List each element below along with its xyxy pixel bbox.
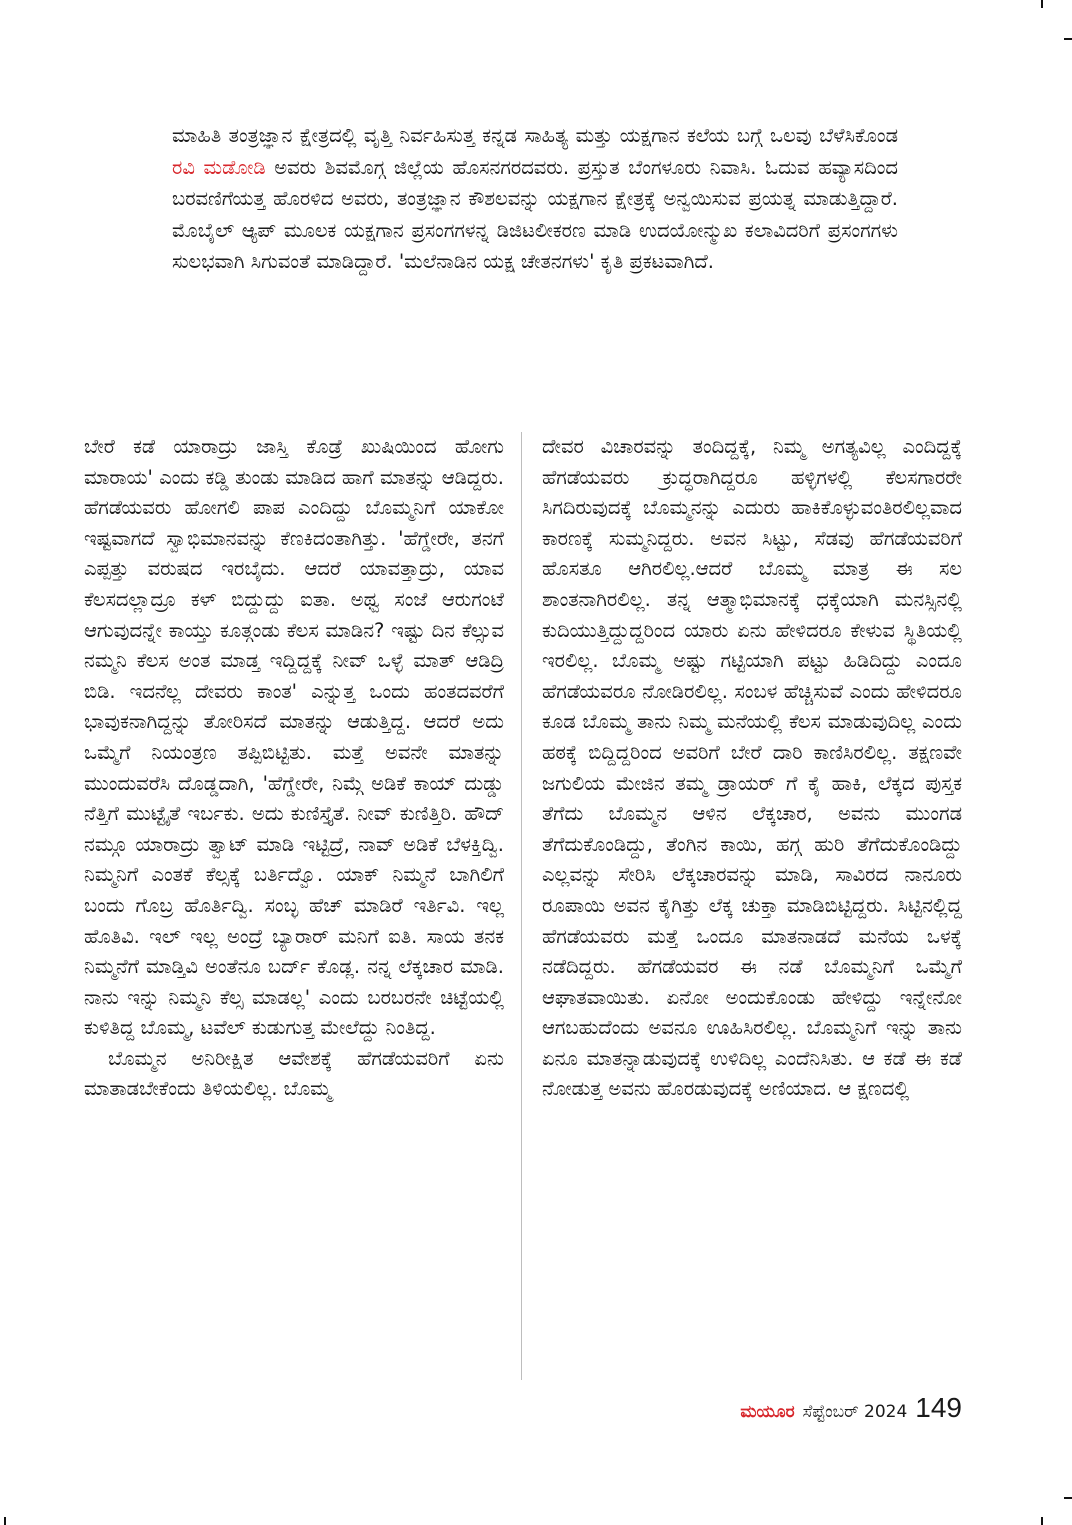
issue-date: ಸೆಪ್ಟೆಂಬರ್ 2024	[802, 1402, 908, 1422]
article-column-left	[84, 432, 504, 1105]
author-bio	[172, 120, 898, 278]
crop-mark-right-top	[1064, 38, 1072, 40]
magazine-name: ಮಯೂರ	[740, 1402, 795, 1422]
article-paragraph: ಬೇರೆ ಕಡೆ ಯಾರಾದ್ರು ಜಾಸ್ತಿ ಕೊಡ್ರೆ ಖುಷಿಯಿಂದ ಹೋಗು ಮಾರಾಯ' ಎಂದು ಕಡ್ಡಿ ತುಂಡು ಮಾಡಿದ ಹಾಗೆ ಮಾತನ್ನು ಆಡಿದ್ದರು. ಹೆಗಡೆಯವರು ಹೋಗಲಿ ಪಾಪ ಎಂದಿದ್ದು ಬೊಮ್ಮನಿಗೆ ಯಾಕೋ ಇಷ್ಟವಾಗದೆ ಸ್ವಾಭಿಮಾನವನ್ನು ಕೆಣಕಿದಂತಾಗಿತ್ತು. 'ಹೆಗ್ಡೇರೇ, ತನಗೆ ಎಪ್ಪತ್ತು ವರುಷದ ಇರಬೈದು. ಆದರೆ ಯಾವತ್ತಾದ್ರು, ಯಾವ ಕೆಲಸದಲ್ಲಾದ್ರೂ ಕಳ್ ಬಿದ್ದುದ್ದು ಐತಾ. ಅಥ್ವ ಸಂಜೆ ಆರುಗಂಟೆ ಆಗುವುದನ್ನೇ ಕಾಯ್ತು ಕೂತ್ಗಂಡು ಕೆಲಸ ಮಾಡಿನ? ಇಷ್ಟು ದಿನ ಕೆಲ್ಸುವ ನಮ್ಮನಿ ಕೆಲಸ ಅಂತ ಮಾಡ್ತ ಇದ್ದಿದ್ದಕ್ಕೆ ನೀವ್ ಒಳ್ಳೆ ಮಾತ್ ಆಡಿದ್ರಿ ಬಿಡಿ. ಇದನೆಲ್ಲ ದೇವರು ಕಾಂತ' ಎನ್ನುತ್ತ ಒಂದು ಹಂತದವರೆಗೆ ಭಾವುಕನಾಗಿದ್ದನ್ನು ತೋರಿಸದೆ ಮಾತನ್ನು ಆಡುತ್ತಿದ್ದ. ಆದರೆ ಅದು ಒಮ್ಮೆಗೆ ನಿಯಂತ್ರಣ ತಪ್ಪಿಬಿಟ್ಟಿತು. ಮತ್ತೆ ಅವನೇ ಮಾತನ್ನು ಮುಂದುವರೆಸಿ ದೊಡ್ಡದಾಗಿ, 'ಹೆಗ್ಡೇರೇ, ನಿಮ್ಗೆ ಅಡಿಕೆ ಕಾಯ್ ದುಡ್ಡು ನೆತ್ತಿಗೆ ಮುಟ್ಟೈತೆ ಇರ್ಬಕು. ಅದು ಕುಣಿಸ್ತೈತೆ. ನೀವ್ ಕುಣಿತ್ತಿರಿ. ಹೌದ್ ನಮ್ಗೂ ಯಾರಾದ್ರು ತ್ವಾಟ್ ಮಾಡಿ ಇಟ್ಟಿದ್ರೆ, ನಾವ್ ಅಡಿಕೆ ಬೆಳಕ್ತಿದ್ವಿ. ನಿಮ್ಮನಿಗೆ ಎಂತಕೆ ಕೆಲ್ಸಕ್ಕೆ ಬರ್ತಿದ್ವೊ. ಯಾಕ್ ನಿಮ್ಮನೆ ಬಾಗಿಲಿಗೆ ಬಂದು ಗೊಬ್ರ ಹೊರ್ತಿದ್ವಿ. ಸಂಬ್ಳ ಹೆಚ್ ಮಾಡಿರೆ ಇರ್ತಿವಿ. ಇಲ್ಲ ಹೊತಿವಿ. ಇಲ್ ಇಲ್ಲ ಅಂದ್ರೆ ಬ್ಯಾರಾರ್ ಮನಿಗೆ ಐತಿ. ಸಾಯ ತನಕ ನಿಮ್ಮನೆಗೆ ಮಾಡ್ತಿವಿ ಅಂತೆನೂ ಬರ್ದ್ ಕೊಡ್ಲ. ನನ್ನ ಲೆಕ್ಕಚಾರ ಮಾಡಿ. ನಾನು ಇನ್ನು ನಿಮ್ಮನಿ ಕೆಲ್ಸ ಮಾಡಲ್ಲ' ಎಂದು ಬರಬರನೇ ಚಿಟ್ಟೆಯಲ್ಲಿ ಕುಳಿತಿದ್ದ ಬೊಮ್ಮ, ಟವೆಲ್ ಕುಡುಗುತ್ತ ಮೇಲೆದ್ದು ನಿಂತಿದ್ದ.	[84, 435, 504, 1040]
article-column-right	[542, 432, 962, 1105]
crop-mark-top-right	[1041, 0, 1043, 8]
column-divider	[521, 432, 522, 1380]
article-paragraph: ಬೊಮ್ಮನ ಅನಿರೀಕ್ಷಿತ ಆವೇಶಕ್ಕೆ ಹೆಗಡೆಯವರಿಗೆ ಏನು ಮಾತಾಡಬೇಕೆಂದು ತಿಳಿಯಲಿಲ್ಲ. ಬೊಮ್ಮ	[84, 1046, 504, 1101]
article-paragraph: ದೇವರ ವಿಚಾರವನ್ನು ತಂದಿದ್ದಕ್ಕೆ, ನಿಮ್ಮ ಅಗತ್ಯವಿಲ್ಲ ಎಂದಿದ್ದಕ್ಕೆ ಹೆಗಡೆಯವರು ಕ್ರುದ್ಧರಾಗಿದ್ದರೂ ಹಳ್ಳಿಗಳಲ್ಲಿ ಕೆಲಸಗಾರರೇ ಸಿಗದಿರುವುದಕ್ಕೆ ಬೊಮ್ಮನನ್ನು ಎದುರು ಹಾಕಿಕೊಳ್ಳುವಂತಿರಲಿಲ್ಲವಾದ ಕಾರಣಕ್ಕೆ ಸುಮ್ಮನಿದ್ದರು. ಅವನ ಸಿಟ್ಟು, ಸೆಡವು ಹೆಗಡೆಯವರಿಗೆ ಹೊಸತೂ ಆಗಿರಲಿಲ್ಲ.ಆದರೆ ಬೊಮ್ಮ ಮಾತ್ರ ಈ ಸಲ ಶಾಂತನಾಗಿರಲಿಲ್ಲ. ತನ್ನ ಆತ್ಮಾಭಿಮಾನಕ್ಕೆ ಧಕ್ಕೆಯಾಗಿ ಮನಸ್ಸಿನಲ್ಲಿ ಕುದಿಯುತ್ತಿದ್ದುದ್ದರಿಂದ ಯಾರು ಏನು ಹೇಳಿದರೂ ಕೇಳುವ ಸ್ಥಿತಿಯಲ್ಲಿ ಇರಲಿಲ್ಲ. ಬೊಮ್ಮ ಅಷ್ಟು ಗಟ್ಟಿಯಾಗಿ ಪಟ್ಟು ಹಿಡಿದಿದ್ದು ಎಂದೂ ಹೆಗಡೆಯವರೂ ನೋಡಿರಲಿಲ್ಲ. ಸಂಬಳ ಹೆಚ್ಚಿಸುವೆ ಎಂದು ಹೇಳಿದರೂ ಕೂಡ ಬೊಮ್ಮ ತಾನು ನಿಮ್ಮ ಮನೆಯಲ್ಲಿ ಕೆಲಸ ಮಾಡುವುದಿಲ್ಲ ಎಂದು ಹಠಕ್ಕೆ ಬಿದ್ದಿದ್ದರಿಂದ ಅವರಿಗೆ ಬೇರೆ ದಾರಿ ಕಾಣಿಸಿರಲಿಲ್ಲ. ತಕ್ಷಣವೇ ಜಗುಲಿಯ ಮೇಜಿನ ತಮ್ಮ ಡ್ರಾಯರ್ ಗೆ ಕೈ ಹಾಕಿ, ಲೆಕ್ಕದ ಪುಸ್ತಕ ತೆಗೆದು ಬೊಮ್ಮನ ಆಳಿನ ಲೆಕ್ಕಚಾರ, ಅವನು ಮುಂಗಡ ತೆಗೆದುಕೊಂಡಿದ್ದು, ತೆಂಗಿನ ಕಾಯಿ, ಹಗ್ಗ ಹುರಿ ತೆಗೆದುಕೊಂಡಿದ್ದು ಎಲ್ಲವನ್ನು ಸೇರಿಸಿ ಲೆಕ್ಕಚಾರವನ್ನು ಮಾಡಿ, ಸಾವಿರದ ನಾನೂರು ರೂಪಾಯಿ ಅವನ ಕೈಗಿತ್ತು ಲೆಕ್ಕ ಚುಕ್ತಾ ಮಾಡಿಬಿಟ್ಟಿದ್ದರು. ಸಿಟ್ಟಿನಲ್ಲಿದ್ದ ಹೆಗಡೆಯವರು ಮತ್ತೆ ಒಂದೂ ಮಾತನಾಡದೆ ಮನೆಯ ಒಳಕ್ಕೆ ನಡೆದಿದ್ದರು. ಹೆಗಡೆಯವರ ಈ ನಡೆ ಬೊಮ್ಮನಿಗೆ ಒಮ್ಮೆಗೆ ಆಘಾತವಾಯಿತು. ಏನೋ ಅಂದುಕೊಂಡು ಹೇಳಿದ್ದು ಇನ್ನೇನೋ ಆಗಬಹುದೆಂದು ಅವನೂ ಊಹಿಸಿರಲಿಲ್ಲ. ಬೊಮ್ಮನಿಗೆ ಇನ್ನು ತಾನು ಏನೂ ಮಾತನ್ನಾಡುವುದಕ್ಕೆ ಉಳಿದಿಲ್ಲ ಎಂದೆನಿಸಿತು. ಆ ಕಡೆ ಈ ಕಡೆ ನೋಡುತ್ತ ಅವನು ಹೊರಡುವುದಕ್ಕೆ ಅಣಿಯಾದ. ಆ ಕ್ಷಣದಲ್ಲಿ	[542, 435, 962, 1101]
crop-mark-right-bottom	[1064, 1497, 1072, 1499]
page-footer	[740, 1392, 962, 1426]
crop-mark-bottom-right	[1041, 1517, 1043, 1525]
author-bio-text-start: ಮಾಹಿತಿ ತಂತ್ರಜ್ಞಾನ ಕ್ಷೇತ್ರದಲ್ಲಿ ವೃತ್ತಿ ನಿರ್ವಹಿಸುತ್ತ ಕನ್ನಡ ಸಾಹಿತ್ಯ ಮತ್ತು ಯಕ್ಷಗಾನ ಕಲೆಯ ಬಗ್ಗೆ ಒಲವು ಬೆಳೆಸಿಕೊಂಡ	[172, 124, 898, 147]
author-bio-text-end: ಅವರು ಶಿವಮೊಗ್ಗ ಜಿಲ್ಲೆಯ ಹೊಸನಗರದವರು. ಪ್ರಸ್ತುತ ಬೆಂಗಳೂರು ನಿವಾಸಿ. ಓದುವ ಹವ್ಯಾಸದಿಂದ ಬರವಣಿಗೆಯತ್ತ ಹೊರಳಿದ ಅವರು, ತಂತ್ರಜ್ಞಾನ ಕೌಶಲವನ್ನು ಯಕ್ಷಗಾನ ಕ್ಷೇತ್ರಕ್ಕೆ ಅನ್ವಯಿಸುವ ಪ್ರಯತ್ನ ಮಾಡುತ್ತಿದ್ದಾರೆ. ಮೊಬೈಲ್ ಆ್ಯಪ್ ಮೂಲಕ ಯಕ್ಷಗಾನ ಪ್ರಸಂಗಗಳನ್ನ ಡಿಜಿಟಲೀಕರಣ ಮಾಡಿ ಉದಯೋನ್ಮುಖ ಕಲಾವಿದರಿಗೆ ಪ್ರಸಂಗಗಳು ಸುಲಭವಾಗಿ ಸಿಗುವಂತೆ ಮಾಡಿದ್ದಾರೆ. 'ಮಲೆನಾಡಿನ ಯಕ್ಷ ಚೇತನಗಳು' ಕೃತಿ ಪ್ರಕಟವಾಗಿದೆ.	[172, 155, 898, 273]
crop-mark-bottom-left	[4, 1517, 6, 1525]
author-name: ರವಿ ಮಡೋಡಿ	[172, 155, 266, 179]
page-number: 149	[915, 1392, 962, 1423]
